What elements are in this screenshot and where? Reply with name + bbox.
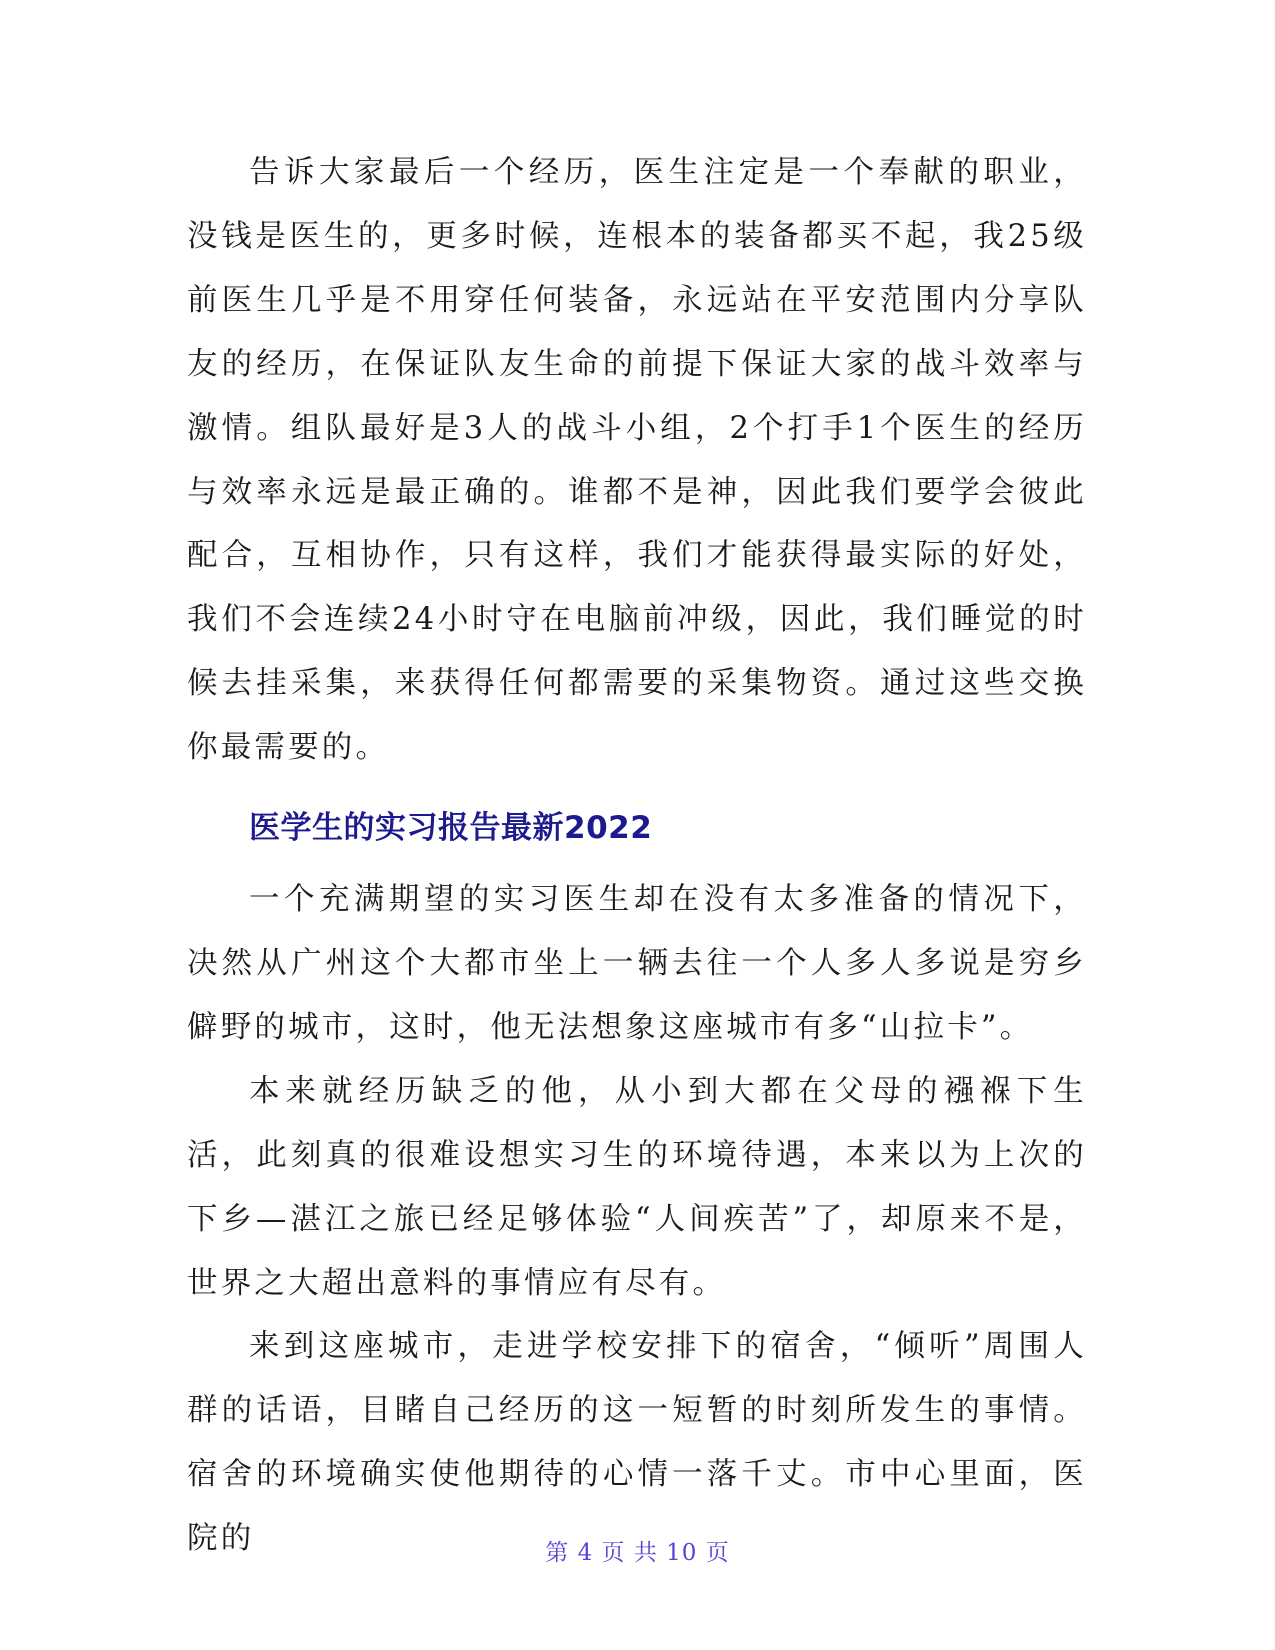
- body-paragraph: 告诉大家最后一个经历，医生注定是一个奉献的职业，没钱是医生的，更多时候，连根本的装备都买不起，我25级前医生几乎是不用穿任何装备，永远站在平安范围内分享队友的经历，在保证队友生命的前提下保证大家的战斗效率与激情。组队最好是3人的战斗小组，2个打手1个医生的经历与效率永远是最正确的。谁都不是神，因此我们要学会彼此配合，互相协作，只有这样，我们才能获得最实际的好处，我们不会连续24小时守在电脑前冲级，因此，我们睡觉的时候去挂采集，来获得任何都需要的采集物资。通过这些交换你最需要的。: [187, 155, 1087, 766]
- body-paragraph: 一个充满期望的实习医生却在没有太多准备的情况下，决然从广州这个大都市坐上一辆去往一个人多人多说是穷乡僻野的城市，这时，他无法想象这座城市有多“山拉卡”。: [187, 882, 1087, 1045]
- body-paragraph: 本来就经历缺乏的他，从小到大都在父母的襁褓下生活，此刻真的很难设想实习生的环境待遇，本来以为上次的下乡—湛江之旅已经足够体验“人间疾苦”了，却原来不是，世界之大超出意料的事情应有尽有。: [187, 1073, 1087, 1301]
- body-paragraph: 来到这座城市，走进学校安排下的宿舍，“倾听”周围人群的话语，目睹自己经历的这一短暂的时刻所发生的事情。宿舍的环境确实使他期待的心情一落千丈。市中心里面，医院的: [187, 1329, 1087, 1557]
- page-footer: [0, 1534, 1275, 1567]
- page-number-label: 第 4 页 共 10 页: [545, 1540, 730, 1566]
- section-heading: 医学生的实习报告最新2022: [249, 810, 653, 847]
- document-body: [187, 141, 1087, 1571]
